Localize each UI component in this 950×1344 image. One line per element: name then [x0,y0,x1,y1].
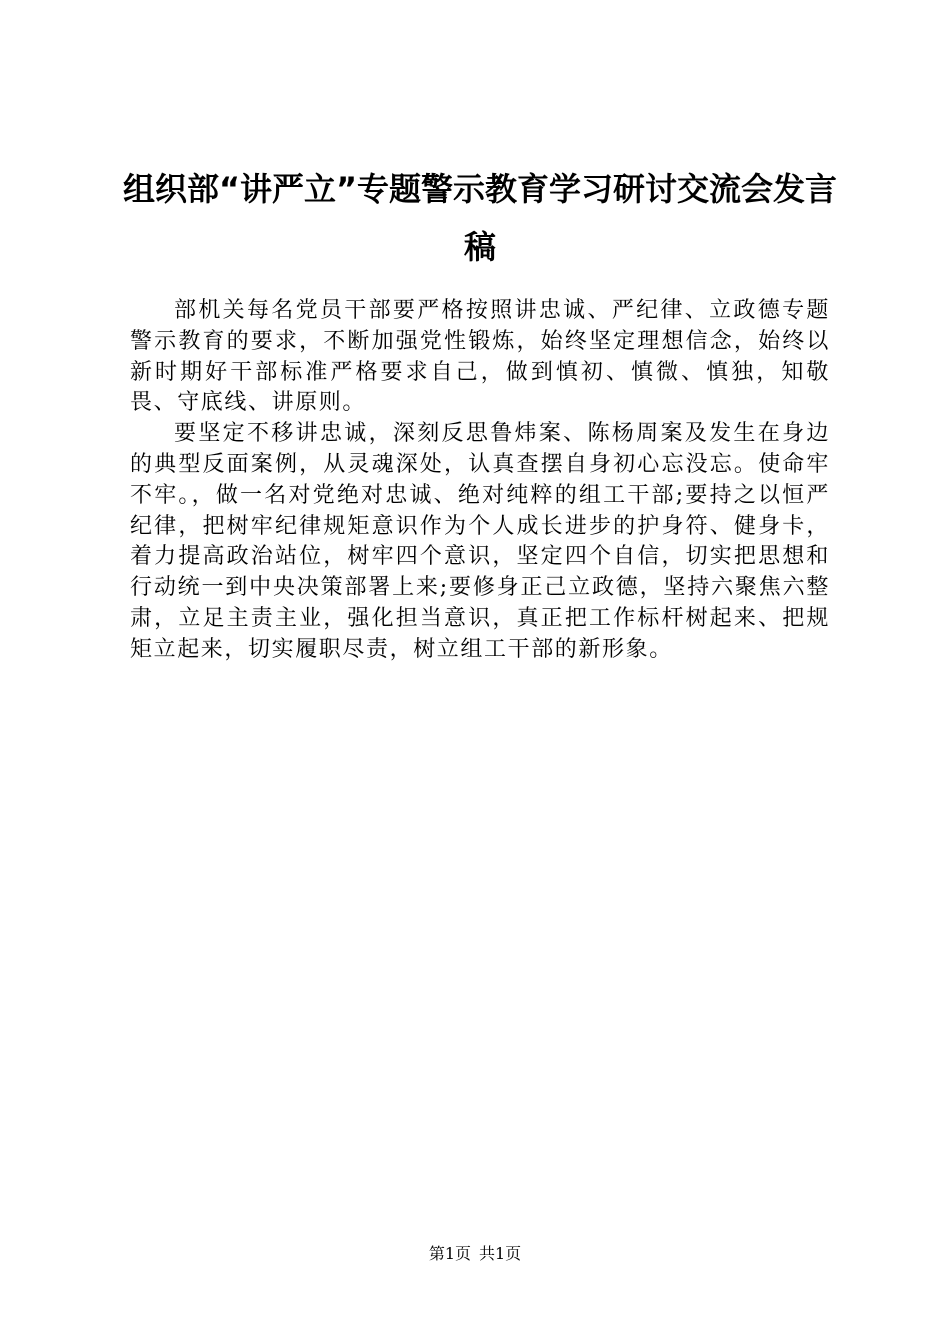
page-footer [0,1243,950,1265]
document-body [130,296,830,666]
document-title: 组织部“讲严立”专题警示教育学习研讨交流会发言稿 [122,170,838,266]
page-number: 第1页 [428,1244,471,1263]
paragraph-2: 要坚定不移讲忠诚，深刻反思鲁炜案、陈杨周案及发生在身边的典型反面案例，从灵魂深处，认真查摆自身初心忘没忘。使命牢不牢。，做一名对党绝对忠诚、绝对纯粹的组工干部;要持之以恒严纪律，把树牢纪律规矩意识作为个人成长进步的护身符、健身卡，着力提高政治站位，树牢四个意识，坚定四个自信，切实把思想和行动统一到中央决策部署上来;要修身正己立政德，坚持六聚焦六整肃，立足主责主业，强化担当意识，真正把工作标杆树起来、把规矩立起来，切实履职尽责，树立组工干部的新形象。 [130,421,830,662]
page-total: 共1页 [479,1244,522,1263]
paragraph-1: 部机关每名党员干部要严格按照讲忠诚、严纪律、立政德专题警示教育的要求，不断加强党性锻炼，始终坚定理想信念，始终以新时期好干部标准严格要求自己，做到慎初、慎微、慎独，知敬畏、守底线、讲原则。 [130,298,830,416]
